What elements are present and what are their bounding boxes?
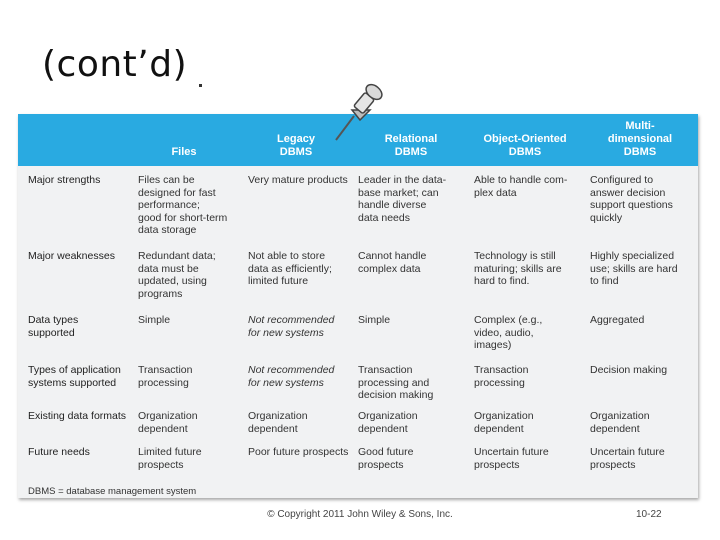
- cell-strengths-files: Files can be designed for fast performance; good for short-term data storage: [138, 174, 228, 236]
- cell-datatypes-legacy: Not recommended for new systems: [248, 314, 335, 339]
- cell-strengths-multidimensional: Configured to answer decision support questions quickly: [590, 174, 673, 224]
- cell-formats-files: Organization dependent: [138, 410, 198, 435]
- cell-strengths-object-oriented: Able to handle com- plex data: [474, 174, 568, 199]
- cell-datatypes-files: Simple: [138, 314, 171, 326]
- row-label-data-types: Data types supported: [28, 314, 79, 339]
- cell-future-legacy: Poor future prospects: [248, 446, 349, 458]
- cell-weaknesses-object-oriented: Technology is still maturing; skills are hard to find.: [474, 250, 562, 287]
- row-label-application-systems: Types of application systems supported: [28, 364, 121, 389]
- header-multidimensional-dbms: Multi- dimensional DBMS: [607, 120, 673, 158]
- cell-datatypes-multidimensional: Aggregated: [590, 314, 645, 326]
- title-mark: [199, 84, 202, 87]
- row-label-future-needs: Future needs: [28, 446, 90, 458]
- header-legacy-dbms: Legacy DBMS: [277, 133, 315, 158]
- table-footnote: DBMS = database management system: [28, 486, 197, 497]
- slide-number: 10-22: [636, 509, 662, 520]
- cell-future-relational: Good future prospects: [358, 446, 414, 471]
- cell-datatypes-object-oriented: Complex (e.g., video, audio, images): [474, 314, 543, 351]
- header-files: Files: [171, 146, 197, 158]
- cell-appsystems-files: Transaction processing: [138, 364, 193, 389]
- cell-appsystems-object-oriented: Transaction processing: [474, 364, 529, 389]
- cell-formats-relational: Organization dependent: [358, 410, 418, 435]
- header-relational-dbms: Relational DBMS: [384, 133, 438, 158]
- copyright-notice: © Copyright 2011 John Wiley & Sons, Inc.: [267, 509, 453, 520]
- cell-appsystems-legacy: Not recommended for new systems: [248, 364, 335, 389]
- cell-future-object-oriented: Uncertain future prospects: [474, 446, 549, 471]
- comparison-table: [18, 114, 698, 498]
- row-label-major-strengths: Major strengths: [28, 174, 101, 186]
- row-label-existing-data-formats: Existing data formats: [28, 410, 127, 422]
- cell-formats-multidimensional: Organization dependent: [590, 410, 650, 435]
- cell-appsystems-relational: Transaction processing and decision making: [358, 364, 434, 401]
- cell-weaknesses-relational: Cannot handle complex data: [358, 250, 427, 275]
- slide-title: (cont’d): [42, 44, 188, 85]
- cell-weaknesses-legacy: Not able to store data as efficiently; limited future: [248, 250, 332, 287]
- cell-strengths-relational: Leader in the data- base market; can handle diverse data needs: [358, 174, 447, 224]
- header-object-oriented-dbms: Object-Oriented DBMS: [483, 133, 567, 158]
- row-label-major-weaknesses: Major weaknesses: [28, 250, 115, 262]
- push-pin-icon: [330, 80, 386, 149]
- cell-weaknesses-multidimensional: Highly specialized use; skills are hard to find: [590, 250, 678, 287]
- cell-weaknesses-files: Redundant data; data must be updated, using programs: [138, 250, 216, 300]
- cell-formats-legacy: Organization dependent: [248, 410, 308, 435]
- cell-formats-object-oriented: Organization dependent: [474, 410, 534, 435]
- cell-future-multidimensional: Uncertain future prospects: [590, 446, 665, 471]
- cell-future-files: Limited future prospects: [138, 446, 202, 471]
- cell-appsystems-multidimensional: Decision making: [590, 364, 668, 376]
- cell-datatypes-relational: Simple: [358, 314, 391, 326]
- cell-strengths-legacy: Very mature products: [248, 174, 348, 186]
